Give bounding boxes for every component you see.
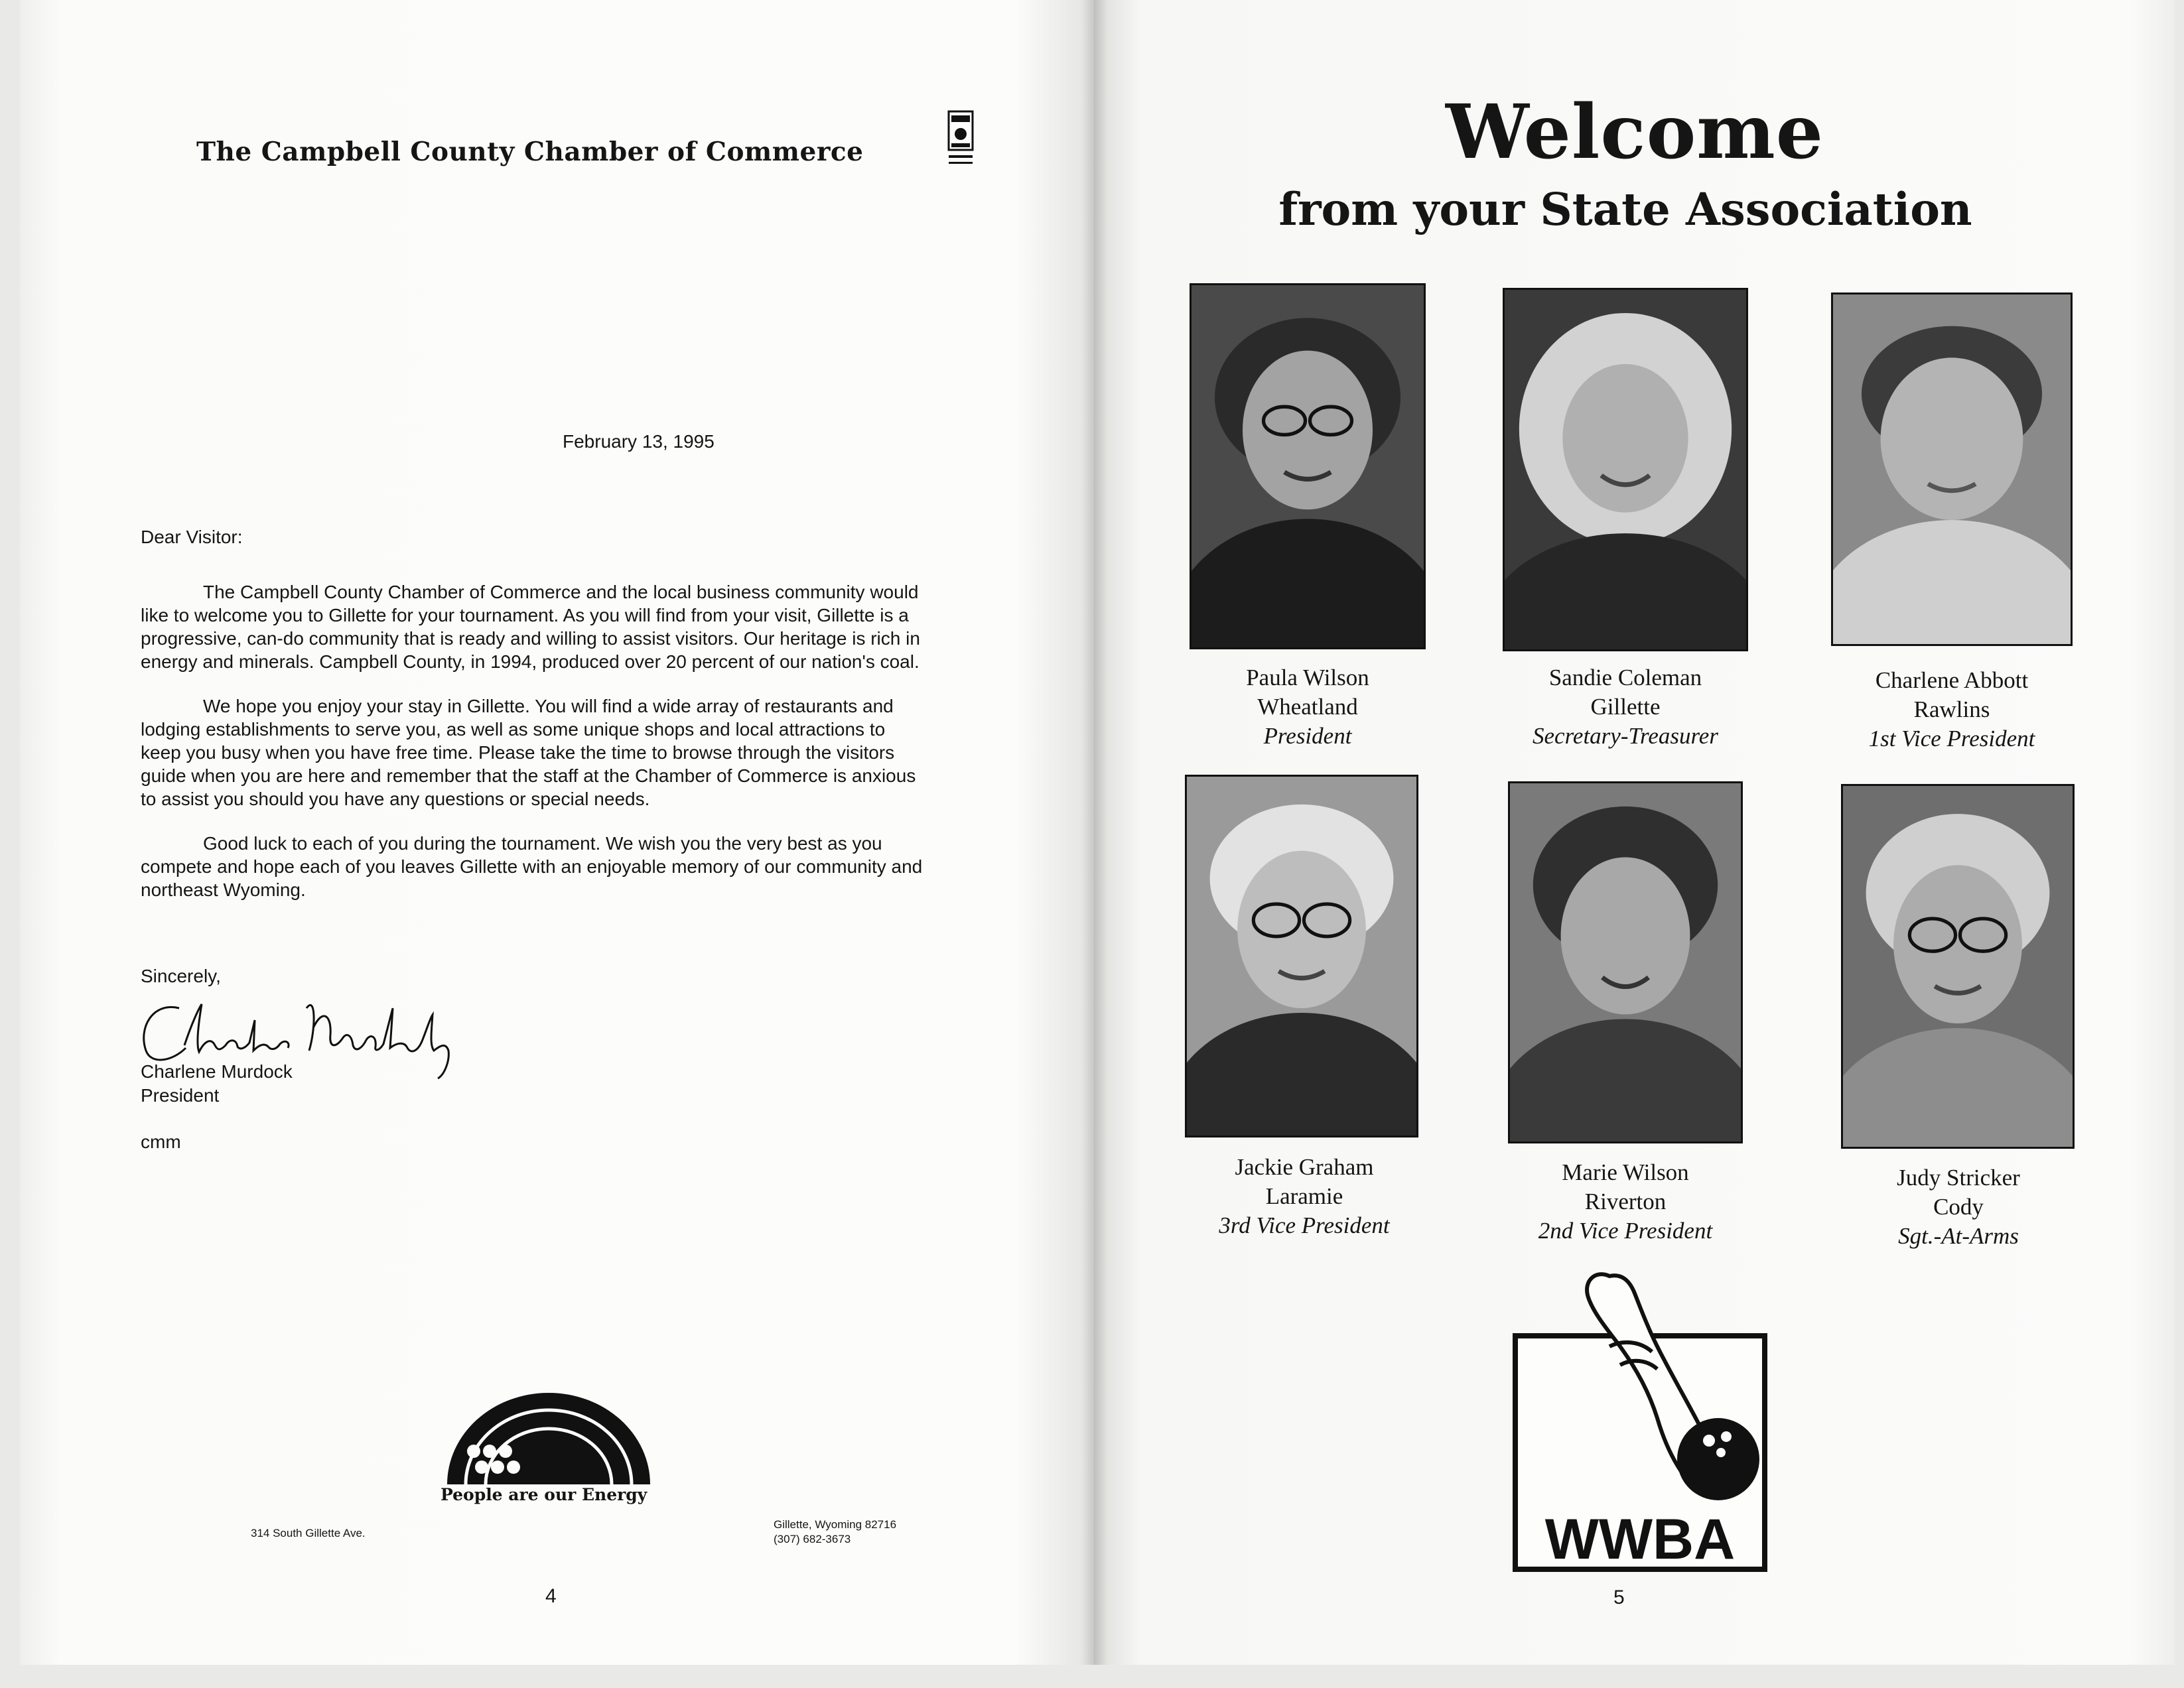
street-address: 314 South Gillette Ave. — [251, 1527, 366, 1539]
phone-number: (307) 682-3673 — [774, 1533, 851, 1545]
wwba-logo-text: WWBA — [1544, 1508, 1736, 1571]
officer-photo — [1508, 781, 1743, 1143]
officer-caption — [1826, 1163, 2091, 1251]
wwba-bowling-logo-icon — [1510, 1267, 1770, 1573]
officer-name: Charlene Abbott — [1875, 667, 2029, 693]
officer-caption — [1172, 1153, 1437, 1240]
city-state-zip: Gillette, Wyoming 82716 — [774, 1518, 897, 1531]
officer-photo — [1503, 288, 1748, 651]
officer-role: Sgt.-At-Arms — [1898, 1223, 2019, 1249]
officer-role: Secretary-Treasurer — [1533, 723, 1718, 749]
page-number: 5 — [1613, 1587, 1625, 1608]
officer-city: Rawlins — [1913, 696, 1990, 722]
officer-role: 1st Vice President — [1868, 726, 2035, 751]
welcome-subtitle: from your State Association — [1278, 183, 1972, 235]
letterhead: The Campbell County Chamber of Commerce — [196, 137, 864, 167]
officer-name: Paula Wilson — [1246, 665, 1369, 690]
officer-caption — [1493, 1158, 1758, 1246]
closing: Sincerely, — [141, 966, 221, 986]
officer-city: Gillette — [1590, 694, 1661, 720]
officer-city: Cody — [1933, 1194, 1984, 1220]
officer-name: Sandie Coleman — [1548, 665, 1702, 690]
letter-date: February 13, 1995 — [563, 431, 715, 452]
officer-photo — [1190, 283, 1426, 649]
letter-paragraph: Good luck to each of you during the tournament. We wish you the very best as you compete and hope each of you leaves Gillette with an enjoyable memory of our community and northeast Wyoming. — [141, 833, 923, 900]
energy-logo-icon — [442, 1393, 655, 1486]
energy-tagline: People are our Energy — [441, 1485, 648, 1504]
officer-caption — [1185, 663, 1430, 751]
officer-caption — [1493, 663, 1758, 751]
letter-paragraph: The Campbell County Chamber of Commerce and the local business community would like to welcome you to Gillette for your tournament. As you will find from your visit, Gillette is a progressive, can-do community that is ready and willing to assist visitors. Our heritage is rich in energy and minerals. Campbell County, in 1994, produced over 20 percent of our nation's coal. — [141, 582, 920, 672]
typist-initials: cmm — [141, 1132, 181, 1152]
page-gutter — [1081, 0, 1108, 1665]
officer-role: 3rd Vice President — [1219, 1212, 1390, 1238]
officer-name: Marie Wilson — [1562, 1159, 1689, 1185]
signer-block — [141, 1060, 293, 1108]
officer-role: President — [1263, 723, 1352, 749]
officer-name: Judy Stricker — [1897, 1165, 2020, 1191]
officer-city: Wheatland — [1257, 694, 1358, 720]
officer-photo — [1185, 775, 1418, 1137]
signer-name: Charlene Murdock — [141, 1061, 293, 1082]
officer-role: 2nd Vice President — [1538, 1218, 1713, 1244]
signer-title: President — [141, 1085, 220, 1106]
officer-photo — [1831, 292, 2073, 646]
welcome-title: Welcome — [1445, 89, 1824, 176]
officer-caption — [1819, 666, 2084, 753]
officer-city: Laramie — [1265, 1183, 1343, 1209]
chamber-emblem-icon — [947, 110, 974, 175]
letter-paragraph: We hope you enjoy your stay in Gillette. You will find a wide array of restaurants and lodging establishments to serve you, as well as some unique shops and local attractions to keep you busy when you have free time. Please take the time to browse through the visitors guide when you are here and remember that the staff at the Chamber of Commerce is anxious to assist you should you have any questions or special needs. — [141, 696, 916, 809]
officer-city: Riverton — [1584, 1189, 1667, 1214]
letter-body — [141, 525, 930, 923]
city-address — [774, 1518, 896, 1547]
salutation: Dear Visitor: — [141, 527, 243, 547]
officer-name: Jackie Graham — [1235, 1154, 1374, 1180]
officer-photo — [1841, 784, 2075, 1149]
page-number: 4 — [545, 1585, 557, 1607]
